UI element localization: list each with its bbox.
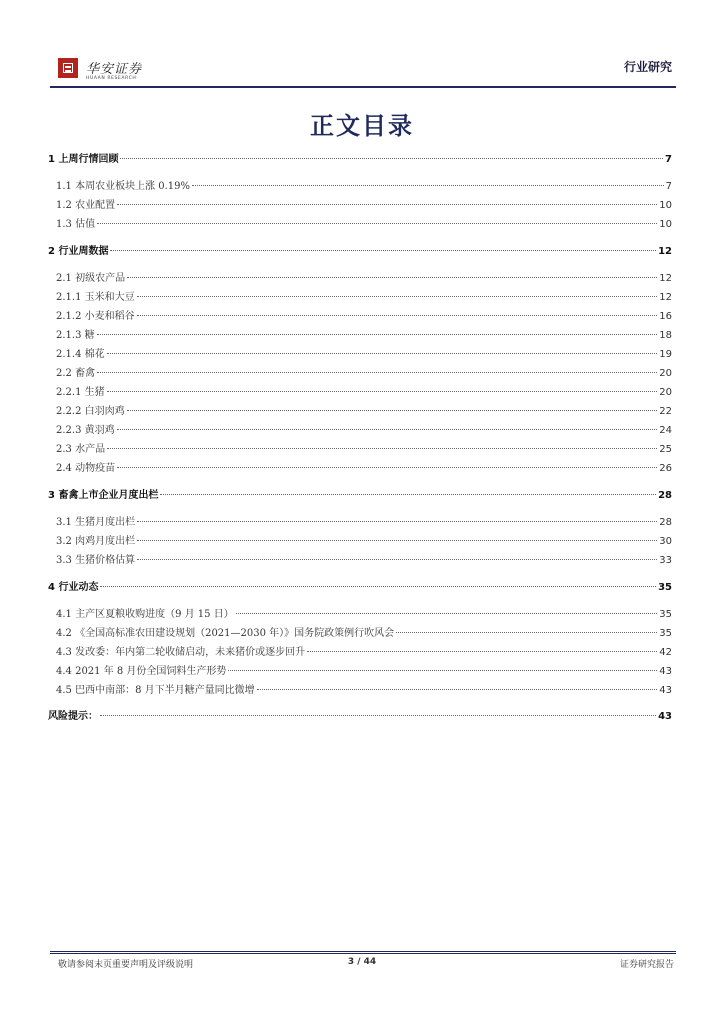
toc-leader-dots (137, 521, 657, 522)
toc-leader-dots (228, 670, 657, 671)
toc-entry-label: 2 行业周数据 (48, 246, 109, 257)
toc-leader-dots (257, 689, 658, 690)
toc-leader-dots (137, 540, 657, 541)
toc-entry-label: 2.2.2 白羽肉鸡 (56, 406, 125, 417)
report-type-label: 行业研究 (623, 60, 672, 74)
toc-leader-dots (396, 632, 657, 633)
toc-leader-dots (97, 372, 657, 373)
toc-entry[interactable] (48, 710, 672, 724)
page-header (50, 52, 672, 88)
toc-entry-page: 12 (658, 246, 672, 257)
toc-entry-label: 风险提示： (48, 711, 98, 722)
toc-entry-page: 12 (659, 273, 672, 284)
toc-entry-label: 3 畜禽上市企业月度出栏 (48, 490, 159, 501)
company-logo-icon (58, 58, 78, 78)
footer-disclaimer: 敬请参阅末页重要声明及评级说明 (58, 960, 194, 970)
toc-entry[interactable] (56, 443, 672, 457)
toc-entry-page: 20 (659, 387, 672, 398)
toc-leader-dots (97, 334, 658, 335)
toc-entry-label: 2.1.3 糖 (56, 330, 95, 341)
toc-entry-label: 4.1 主产区夏粮收购进度（9 月 15 日） (56, 609, 234, 620)
toc-leader-dots (307, 651, 657, 652)
header-divider (50, 86, 676, 88)
toc-entry-label: 2.1.2 小麦和稻谷 (56, 311, 135, 322)
toc-entry-label: 4.4 2021 年 8 月份全国饲料生产形势 (56, 666, 227, 677)
toc-entry-page: 20 (659, 368, 672, 379)
toc-entry[interactable] (56, 554, 672, 568)
toc-entry-page: 33 (659, 555, 672, 566)
footer-doc-type: 证券研究报告 (619, 960, 674, 970)
toc-entry-page: 12 (659, 292, 672, 303)
company-subtitle: HUAAN RESEARCH (86, 76, 137, 81)
toc-leader-dots (117, 467, 657, 468)
toc-entry[interactable] (56, 367, 672, 381)
toc-leader-dots (100, 586, 656, 587)
toc-entry[interactable] (56, 272, 672, 286)
footer-divider-secondary (50, 953, 676, 954)
toc-entry-label: 2.1 初级农产品 (56, 273, 126, 284)
toc-leader-dots (137, 296, 658, 297)
toc-leader-dots (97, 223, 657, 224)
toc-entry[interactable] (56, 310, 672, 324)
toc-entry-label: 3.3 生猪价格估算 (56, 555, 136, 566)
toc-entry-label: 2.2.3 黄羽鸡 (56, 425, 115, 436)
footer-divider (50, 951, 676, 952)
toc-entry-label: 1 上周行情回顾 (48, 154, 119, 165)
toc-entry-page: 43 (658, 711, 672, 722)
toc-entry[interactable] (56, 291, 672, 305)
toc-entry-label: 4.5 巴西中南部：8 月下半月糖产量同比微增 (56, 685, 255, 696)
toc-entry-page: 19 (659, 349, 672, 360)
page-title: 正文目录 (310, 112, 414, 140)
toc-entry-label: 2.1.1 玉米和大豆 (56, 292, 135, 303)
toc-entry[interactable] (56, 405, 672, 419)
toc-entry-page: 22 (659, 406, 672, 417)
toc-leader-dots (137, 315, 658, 316)
toc-entry-page: 43 (659, 666, 672, 677)
toc-entry-page: 28 (658, 490, 672, 501)
toc-entry-page: 26 (659, 463, 672, 474)
toc-leader-dots (127, 410, 658, 411)
toc-entry-label: 2.1.4 棉花 (56, 349, 105, 360)
toc-entry-page: 16 (659, 311, 672, 322)
toc-entry[interactable] (56, 684, 672, 698)
toc-leader-dots (120, 158, 663, 159)
toc-entry-page: 7 (665, 181, 672, 192)
toc-entry-page: 7 (665, 154, 672, 165)
toc-entry-label: 1.1 本周农业板块上涨 0.19% (56, 181, 191, 192)
toc-leader-dots (117, 204, 657, 205)
toc-entry[interactable] (56, 535, 672, 549)
toc-leader-dots (192, 185, 664, 186)
toc-entry-label: 4.3 发改委：年内第二轮收储启动，未来猪价或逐步回升 (56, 647, 306, 658)
toc-entry[interactable] (48, 581, 672, 595)
toc-entry-page: 43 (659, 685, 672, 696)
toc-entry-page: 10 (659, 200, 672, 211)
toc-leader-dots (107, 448, 657, 449)
toc-entry-page: 10 (659, 219, 672, 230)
page-indicator: 3 / 44 (347, 957, 377, 967)
toc-entry[interactable] (56, 199, 672, 213)
toc-entry-label: 3.1 生猪月度出栏 (56, 517, 136, 528)
toc-entry[interactable] (56, 627, 672, 641)
toc-entry[interactable] (48, 489, 672, 503)
toc-entry[interactable] (56, 516, 672, 530)
toc-entry-page: 42 (659, 647, 672, 658)
company-name: 华安证券 (86, 62, 143, 77)
toc-leader-dots (107, 353, 658, 354)
toc-entry-label: 2.3 水产品 (56, 444, 106, 455)
toc-entry[interactable] (48, 245, 672, 259)
toc-leader-dots (100, 715, 656, 716)
toc-entry-label: 2.2.1 生猪 (56, 387, 105, 398)
toc-entry[interactable] (56, 386, 672, 400)
toc-entry-page: 35 (659, 628, 672, 639)
toc-entry[interactable] (56, 646, 672, 660)
toc-entry-page: 25 (659, 444, 672, 455)
toc-entry[interactable] (56, 424, 672, 438)
toc-entry[interactable] (56, 180, 672, 194)
toc-entry-page: 35 (658, 582, 672, 593)
toc-leader-dots (107, 391, 658, 392)
toc-entry-label: 2.2 畜禽 (56, 368, 96, 379)
toc-entry-label: 4.2 《全国高标准农田建设规划（2021—2030 年）》国务院政策例行吹风会 (56, 628, 395, 639)
toc-entry[interactable] (48, 153, 672, 167)
toc-entry-page: 28 (659, 517, 672, 528)
toc-entry[interactable] (56, 348, 672, 362)
toc-entry-label: 3.2 肉鸡月度出栏 (56, 536, 136, 547)
toc-entry[interactable] (56, 329, 672, 343)
toc-leader-dots (127, 277, 657, 278)
toc-leader-dots (110, 250, 656, 251)
toc-entry-label: 4 行业动态 (48, 582, 99, 593)
toc-entry-page: 18 (659, 330, 672, 341)
toc-leader-dots (117, 429, 658, 430)
toc-entry-label: 2.4 动物疫苗 (56, 463, 116, 474)
toc-entry-label: 1.2 农业配置 (56, 200, 116, 211)
toc-entry-page: 35 (659, 609, 672, 620)
toc-entry[interactable] (56, 218, 672, 232)
toc-entry[interactable] (56, 608, 672, 622)
toc-entry[interactable] (56, 462, 672, 476)
toc-leader-dots (236, 613, 658, 614)
toc-entry[interactable] (56, 665, 672, 679)
toc-entry-page: 24 (659, 425, 672, 436)
toc-entry-page: 30 (659, 536, 672, 547)
toc-leader-dots (160, 494, 656, 495)
toc-entry-label: 1.3 估值 (56, 219, 96, 230)
toc-leader-dots (137, 559, 657, 560)
